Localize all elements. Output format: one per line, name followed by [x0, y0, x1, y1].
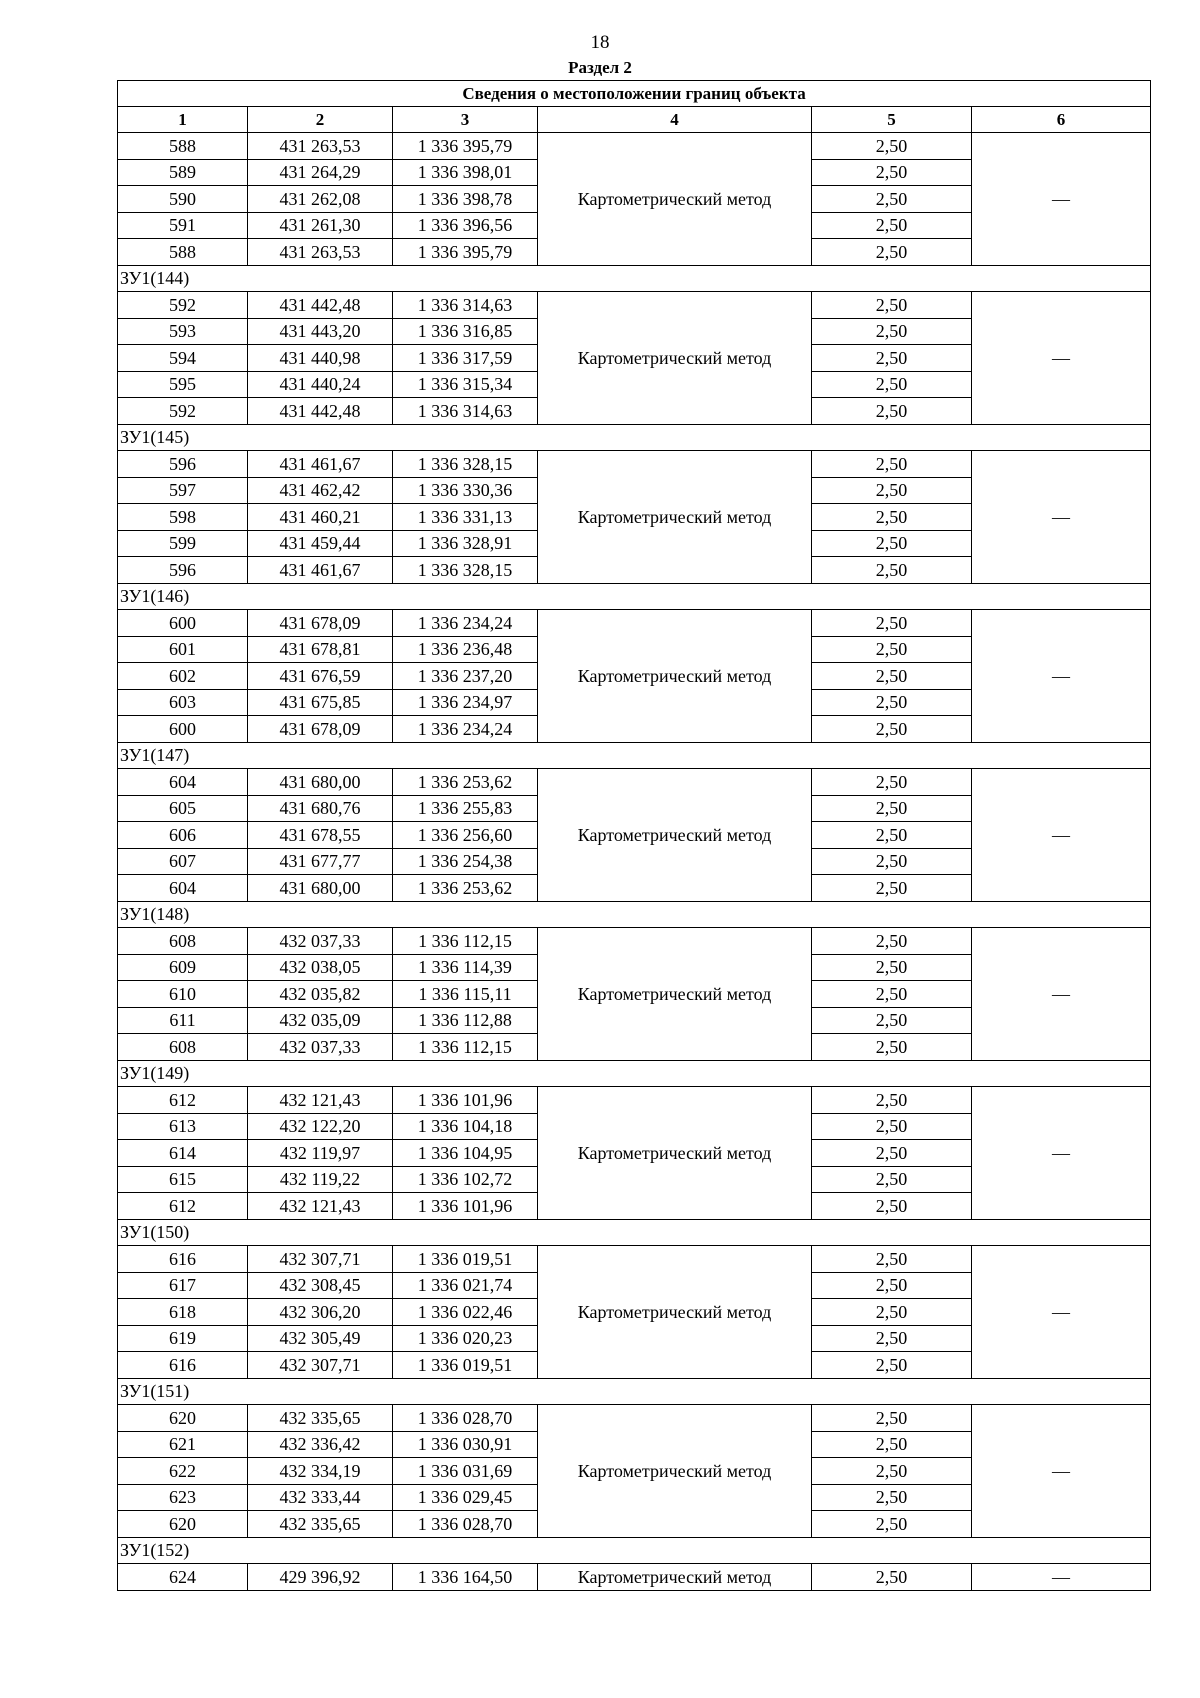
- accuracy-cell: 2,50: [812, 451, 972, 478]
- y-coordinate-cell: 1 336 253,62: [393, 769, 538, 796]
- note-cell: —: [972, 1087, 1151, 1220]
- group-label: ЗУ1(145): [118, 424, 1151, 451]
- y-coordinate-cell: 1 336 030,91: [393, 1431, 538, 1458]
- y-coordinate-cell: 1 336 164,50: [393, 1564, 538, 1591]
- group-label: ЗУ1(146): [118, 583, 1151, 610]
- y-coordinate-cell: 1 336 029,45: [393, 1484, 538, 1511]
- table-row: [118, 133, 1151, 160]
- group-label: ЗУ1(151): [118, 1378, 1151, 1405]
- y-coordinate-cell: 1 336 331,13: [393, 504, 538, 531]
- x-coordinate-cell: 431 442,48: [248, 292, 393, 319]
- point-number-cell: 588: [118, 133, 248, 160]
- x-coordinate-cell: 431 264,29: [248, 159, 393, 186]
- accuracy-cell: 2,50: [812, 795, 972, 822]
- method-cell: Картометрический метод: [538, 451, 812, 584]
- point-number-cell: 619: [118, 1325, 248, 1352]
- x-coordinate-cell: 432 307,71: [248, 1246, 393, 1273]
- x-coordinate-cell: 429 396,92: [248, 1564, 393, 1591]
- x-coordinate-cell: 432 037,33: [248, 928, 393, 955]
- y-coordinate-cell: 1 336 101,96: [393, 1087, 538, 1114]
- table-row: [118, 610, 1151, 637]
- x-coordinate-cell: 432 035,09: [248, 1007, 393, 1034]
- y-coordinate-cell: 1 336 330,36: [393, 477, 538, 504]
- accuracy-cell: 2,50: [812, 239, 972, 266]
- note-cell: —: [972, 1405, 1151, 1538]
- y-coordinate-cell: 1 336 253,62: [393, 875, 538, 902]
- x-coordinate-cell: 431 261,30: [248, 212, 393, 239]
- accuracy-cell: 2,50: [812, 822, 972, 849]
- point-number-cell: 618: [118, 1299, 248, 1326]
- x-coordinate-cell: 431 440,98: [248, 345, 393, 372]
- point-number-cell: 604: [118, 875, 248, 902]
- group-label-row: [118, 424, 1151, 451]
- accuracy-cell: 2,50: [812, 1193, 972, 1220]
- accuracy-cell: 2,50: [812, 689, 972, 716]
- accuracy-cell: 2,50: [812, 292, 972, 319]
- table-row: [118, 451, 1151, 478]
- x-coordinate-cell: 431 680,00: [248, 875, 393, 902]
- accuracy-cell: 2,50: [812, 1405, 972, 1432]
- x-coordinate-cell: 431 262,08: [248, 186, 393, 213]
- x-coordinate-cell: 432 037,33: [248, 1034, 393, 1061]
- accuracy-cell: 2,50: [812, 504, 972, 531]
- point-number-cell: 592: [118, 292, 248, 319]
- x-coordinate-cell: 432 035,82: [248, 981, 393, 1008]
- x-coordinate-cell: 432 121,43: [248, 1193, 393, 1220]
- x-coordinate-cell: 432 336,42: [248, 1431, 393, 1458]
- y-coordinate-cell: 1 336 234,24: [393, 716, 538, 743]
- y-coordinate-cell: 1 336 234,97: [393, 689, 538, 716]
- point-number-cell: 596: [118, 557, 248, 584]
- table-row: [118, 1405, 1151, 1432]
- y-coordinate-cell: 1 336 020,23: [393, 1325, 538, 1352]
- table-row: [118, 1564, 1151, 1591]
- accuracy-cell: 2,50: [812, 1564, 972, 1591]
- point-number-cell: 594: [118, 345, 248, 372]
- accuracy-cell: 2,50: [812, 875, 972, 902]
- accuracy-cell: 2,50: [812, 1166, 972, 1193]
- x-coordinate-cell: 431 461,67: [248, 557, 393, 584]
- point-number-cell: 611: [118, 1007, 248, 1034]
- accuracy-cell: 2,50: [812, 1007, 972, 1034]
- table-body: [118, 81, 1151, 1591]
- point-number-cell: 614: [118, 1140, 248, 1167]
- note-cell: —: [972, 133, 1151, 266]
- method-cell: Картометрический метод: [538, 769, 812, 902]
- x-coordinate-cell: 432 121,43: [248, 1087, 393, 1114]
- accuracy-cell: 2,50: [812, 1113, 972, 1140]
- group-label-row: [118, 1060, 1151, 1087]
- accuracy-cell: 2,50: [812, 928, 972, 955]
- group-label-row: [118, 265, 1151, 292]
- accuracy-cell: 2,50: [812, 1511, 972, 1538]
- x-coordinate-cell: 431 680,76: [248, 795, 393, 822]
- x-coordinate-cell: 431 459,44: [248, 530, 393, 557]
- y-coordinate-cell: 1 336 328,91: [393, 530, 538, 557]
- point-number-cell: 600: [118, 716, 248, 743]
- x-coordinate-cell: 432 119,97: [248, 1140, 393, 1167]
- accuracy-cell: 2,50: [812, 1484, 972, 1511]
- note-cell: —: [972, 769, 1151, 902]
- group-label: ЗУ1(147): [118, 742, 1151, 769]
- x-coordinate-cell: 431 442,48: [248, 398, 393, 425]
- method-cell: Картометрический метод: [538, 610, 812, 743]
- method-cell: Картометрический метод: [538, 1564, 812, 1591]
- x-coordinate-cell: 431 461,67: [248, 451, 393, 478]
- point-number-cell: 592: [118, 398, 248, 425]
- point-number-cell: 610: [118, 981, 248, 1008]
- accuracy-cell: 2,50: [812, 371, 972, 398]
- accuracy-cell: 2,50: [812, 716, 972, 743]
- note-cell: —: [972, 928, 1151, 1061]
- x-coordinate-cell: 431 677,77: [248, 848, 393, 875]
- x-coordinate-cell: 431 460,21: [248, 504, 393, 531]
- x-coordinate-cell: 432 307,71: [248, 1352, 393, 1379]
- group-label-row: [118, 1219, 1151, 1246]
- y-coordinate-cell: 1 336 104,18: [393, 1113, 538, 1140]
- point-number-cell: 620: [118, 1511, 248, 1538]
- point-number-cell: 615: [118, 1166, 248, 1193]
- group-label-row: [118, 1378, 1151, 1405]
- y-coordinate-cell: 1 336 317,59: [393, 345, 538, 372]
- x-coordinate-cell: 431 443,20: [248, 318, 393, 345]
- point-number-cell: 616: [118, 1246, 248, 1273]
- point-number-cell: 598: [118, 504, 248, 531]
- point-number-cell: 588: [118, 239, 248, 266]
- point-number-cell: 593: [118, 318, 248, 345]
- accuracy-cell: 2,50: [812, 663, 972, 690]
- x-coordinate-cell: 431 263,53: [248, 239, 393, 266]
- note-cell: —: [972, 1564, 1151, 1591]
- table-row: [118, 1087, 1151, 1114]
- y-coordinate-cell: 1 336 236,48: [393, 636, 538, 663]
- point-number-cell: 609: [118, 954, 248, 981]
- group-label-row: [118, 583, 1151, 610]
- method-cell: Картометрический метод: [538, 1246, 812, 1379]
- y-coordinate-cell: 1 336 256,60: [393, 822, 538, 849]
- y-coordinate-cell: 1 336 328,15: [393, 451, 538, 478]
- y-coordinate-cell: 1 336 395,79: [393, 133, 538, 160]
- column-header: 2: [248, 107, 393, 133]
- x-coordinate-cell: 432 334,19: [248, 1458, 393, 1485]
- y-coordinate-cell: 1 336 112,15: [393, 1034, 538, 1061]
- column-header: 4: [538, 107, 812, 133]
- x-coordinate-cell: 432 305,49: [248, 1325, 393, 1352]
- boundary-coordinates-table: [117, 80, 1151, 1591]
- accuracy-cell: 2,50: [812, 398, 972, 425]
- point-number-cell: 589: [118, 159, 248, 186]
- accuracy-cell: 2,50: [812, 1140, 972, 1167]
- point-number-cell: 607: [118, 848, 248, 875]
- accuracy-cell: 2,50: [812, 318, 972, 345]
- x-coordinate-cell: 432 122,20: [248, 1113, 393, 1140]
- y-coordinate-cell: 1 336 115,11: [393, 981, 538, 1008]
- point-number-cell: 596: [118, 451, 248, 478]
- accuracy-cell: 2,50: [812, 1458, 972, 1485]
- point-number-cell: 617: [118, 1272, 248, 1299]
- y-coordinate-cell: 1 336 019,51: [393, 1352, 538, 1379]
- point-number-cell: 612: [118, 1087, 248, 1114]
- x-coordinate-cell: 431 676,59: [248, 663, 393, 690]
- accuracy-cell: 2,50: [812, 477, 972, 504]
- note-cell: —: [972, 292, 1151, 425]
- point-number-cell: 608: [118, 928, 248, 955]
- accuracy-cell: 2,50: [812, 557, 972, 584]
- y-coordinate-cell: 1 336 237,20: [393, 663, 538, 690]
- y-coordinate-cell: 1 336 314,63: [393, 292, 538, 319]
- accuracy-cell: 2,50: [812, 133, 972, 160]
- x-coordinate-cell: 432 335,65: [248, 1511, 393, 1538]
- y-coordinate-cell: 1 336 031,69: [393, 1458, 538, 1485]
- point-number-cell: 624: [118, 1564, 248, 1591]
- table-row: [118, 928, 1151, 955]
- table-caption: Сведения о местоположении границ объекта: [118, 81, 1151, 107]
- accuracy-cell: 2,50: [812, 345, 972, 372]
- point-number-cell: 590: [118, 186, 248, 213]
- y-coordinate-cell: 1 336 028,70: [393, 1405, 538, 1432]
- column-header: 6: [972, 107, 1151, 133]
- accuracy-cell: 2,50: [812, 848, 972, 875]
- point-number-cell: 623: [118, 1484, 248, 1511]
- y-coordinate-cell: 1 336 314,63: [393, 398, 538, 425]
- y-coordinate-cell: 1 336 022,46: [393, 1299, 538, 1326]
- x-coordinate-cell: 431 678,09: [248, 716, 393, 743]
- y-coordinate-cell: 1 336 114,39: [393, 954, 538, 981]
- y-coordinate-cell: 1 336 395,79: [393, 239, 538, 266]
- x-coordinate-cell: 431 678,09: [248, 610, 393, 637]
- point-number-cell: 599: [118, 530, 248, 557]
- point-number-cell: 603: [118, 689, 248, 716]
- point-number-cell: 604: [118, 769, 248, 796]
- y-coordinate-cell: 1 336 101,96: [393, 1193, 538, 1220]
- y-coordinate-cell: 1 336 396,56: [393, 212, 538, 239]
- point-number-cell: 600: [118, 610, 248, 637]
- y-coordinate-cell: 1 336 112,88: [393, 1007, 538, 1034]
- method-cell: Картометрический метод: [538, 1405, 812, 1538]
- point-number-cell: 621: [118, 1431, 248, 1458]
- x-coordinate-cell: 431 263,53: [248, 133, 393, 160]
- y-coordinate-cell: 1 336 398,78: [393, 186, 538, 213]
- accuracy-cell: 2,50: [812, 636, 972, 663]
- note-cell: —: [972, 610, 1151, 743]
- accuracy-cell: 2,50: [812, 1034, 972, 1061]
- x-coordinate-cell: 431 440,24: [248, 371, 393, 398]
- point-number-cell: 616: [118, 1352, 248, 1379]
- x-coordinate-cell: 432 038,05: [248, 954, 393, 981]
- group-label: ЗУ1(149): [118, 1060, 1151, 1087]
- accuracy-cell: 2,50: [812, 1246, 972, 1273]
- table-caption-row: [118, 81, 1151, 107]
- point-number-cell: 597: [118, 477, 248, 504]
- accuracy-cell: 2,50: [812, 1431, 972, 1458]
- point-number-cell: 605: [118, 795, 248, 822]
- accuracy-cell: 2,50: [812, 1325, 972, 1352]
- accuracy-cell: 2,50: [812, 1272, 972, 1299]
- point-number-cell: 613: [118, 1113, 248, 1140]
- x-coordinate-cell: 432 119,22: [248, 1166, 393, 1193]
- point-number-cell: 602: [118, 663, 248, 690]
- y-coordinate-cell: 1 336 255,83: [393, 795, 538, 822]
- y-coordinate-cell: 1 336 104,95: [393, 1140, 538, 1167]
- y-coordinate-cell: 1 336 398,01: [393, 159, 538, 186]
- table-row: [118, 292, 1151, 319]
- y-coordinate-cell: 1 336 019,51: [393, 1246, 538, 1273]
- point-number-cell: 612: [118, 1193, 248, 1220]
- group-label: ЗУ1(150): [118, 1219, 1151, 1246]
- group-label-row: [118, 1537, 1151, 1564]
- x-coordinate-cell: 432 333,44: [248, 1484, 393, 1511]
- note-cell: —: [972, 451, 1151, 584]
- column-header: 1: [118, 107, 248, 133]
- x-coordinate-cell: 432 306,20: [248, 1299, 393, 1326]
- y-coordinate-cell: 1 336 102,72: [393, 1166, 538, 1193]
- column-header: 5: [812, 107, 972, 133]
- group-label: ЗУ1(144): [118, 265, 1151, 292]
- group-label: ЗУ1(152): [118, 1537, 1151, 1564]
- note-cell: —: [972, 1246, 1151, 1379]
- method-cell: Картометрический метод: [538, 928, 812, 1061]
- accuracy-cell: 2,50: [812, 212, 972, 239]
- method-cell: Картометрический метод: [538, 1087, 812, 1220]
- accuracy-cell: 2,50: [812, 954, 972, 981]
- x-coordinate-cell: 431 678,55: [248, 822, 393, 849]
- accuracy-cell: 2,50: [812, 1299, 972, 1326]
- point-number-cell: 591: [118, 212, 248, 239]
- point-number-cell: 622: [118, 1458, 248, 1485]
- table-row: [118, 769, 1151, 796]
- x-coordinate-cell: 432 308,45: [248, 1272, 393, 1299]
- accuracy-cell: 2,50: [812, 769, 972, 796]
- accuracy-cell: 2,50: [812, 981, 972, 1008]
- y-coordinate-cell: 1 336 315,34: [393, 371, 538, 398]
- x-coordinate-cell: 432 335,65: [248, 1405, 393, 1432]
- group-label-row: [118, 742, 1151, 769]
- point-number-cell: 595: [118, 371, 248, 398]
- accuracy-cell: 2,50: [812, 530, 972, 557]
- column-header-row: [118, 107, 1151, 133]
- point-number-cell: 601: [118, 636, 248, 663]
- y-coordinate-cell: 1 336 112,15: [393, 928, 538, 955]
- point-number-cell: 620: [118, 1405, 248, 1432]
- accuracy-cell: 2,50: [812, 186, 972, 213]
- table-row: [118, 1246, 1151, 1273]
- section-title: Раздел 2: [568, 58, 632, 77]
- x-coordinate-cell: 431 462,42: [248, 477, 393, 504]
- point-number-cell: 606: [118, 822, 248, 849]
- x-coordinate-cell: 431 680,00: [248, 769, 393, 796]
- column-header: 3: [393, 107, 538, 133]
- accuracy-cell: 2,50: [812, 610, 972, 637]
- group-label: ЗУ1(148): [118, 901, 1151, 928]
- x-coordinate-cell: 431 675,85: [248, 689, 393, 716]
- x-coordinate-cell: 431 678,81: [248, 636, 393, 663]
- y-coordinate-cell: 1 336 234,24: [393, 610, 538, 637]
- method-cell: Картометрический метод: [538, 133, 812, 266]
- group-label-row: [118, 901, 1151, 928]
- y-coordinate-cell: 1 336 021,74: [393, 1272, 538, 1299]
- page-number: 18: [590, 32, 610, 53]
- point-number-cell: 608: [118, 1034, 248, 1061]
- method-cell: Картометрический метод: [538, 292, 812, 425]
- y-coordinate-cell: 1 336 328,15: [393, 557, 538, 584]
- accuracy-cell: 2,50: [812, 1352, 972, 1379]
- y-coordinate-cell: 1 336 028,70: [393, 1511, 538, 1538]
- y-coordinate-cell: 1 336 254,38: [393, 848, 538, 875]
- accuracy-cell: 2,50: [812, 1087, 972, 1114]
- y-coordinate-cell: 1 336 316,85: [393, 318, 538, 345]
- accuracy-cell: 2,50: [812, 159, 972, 186]
